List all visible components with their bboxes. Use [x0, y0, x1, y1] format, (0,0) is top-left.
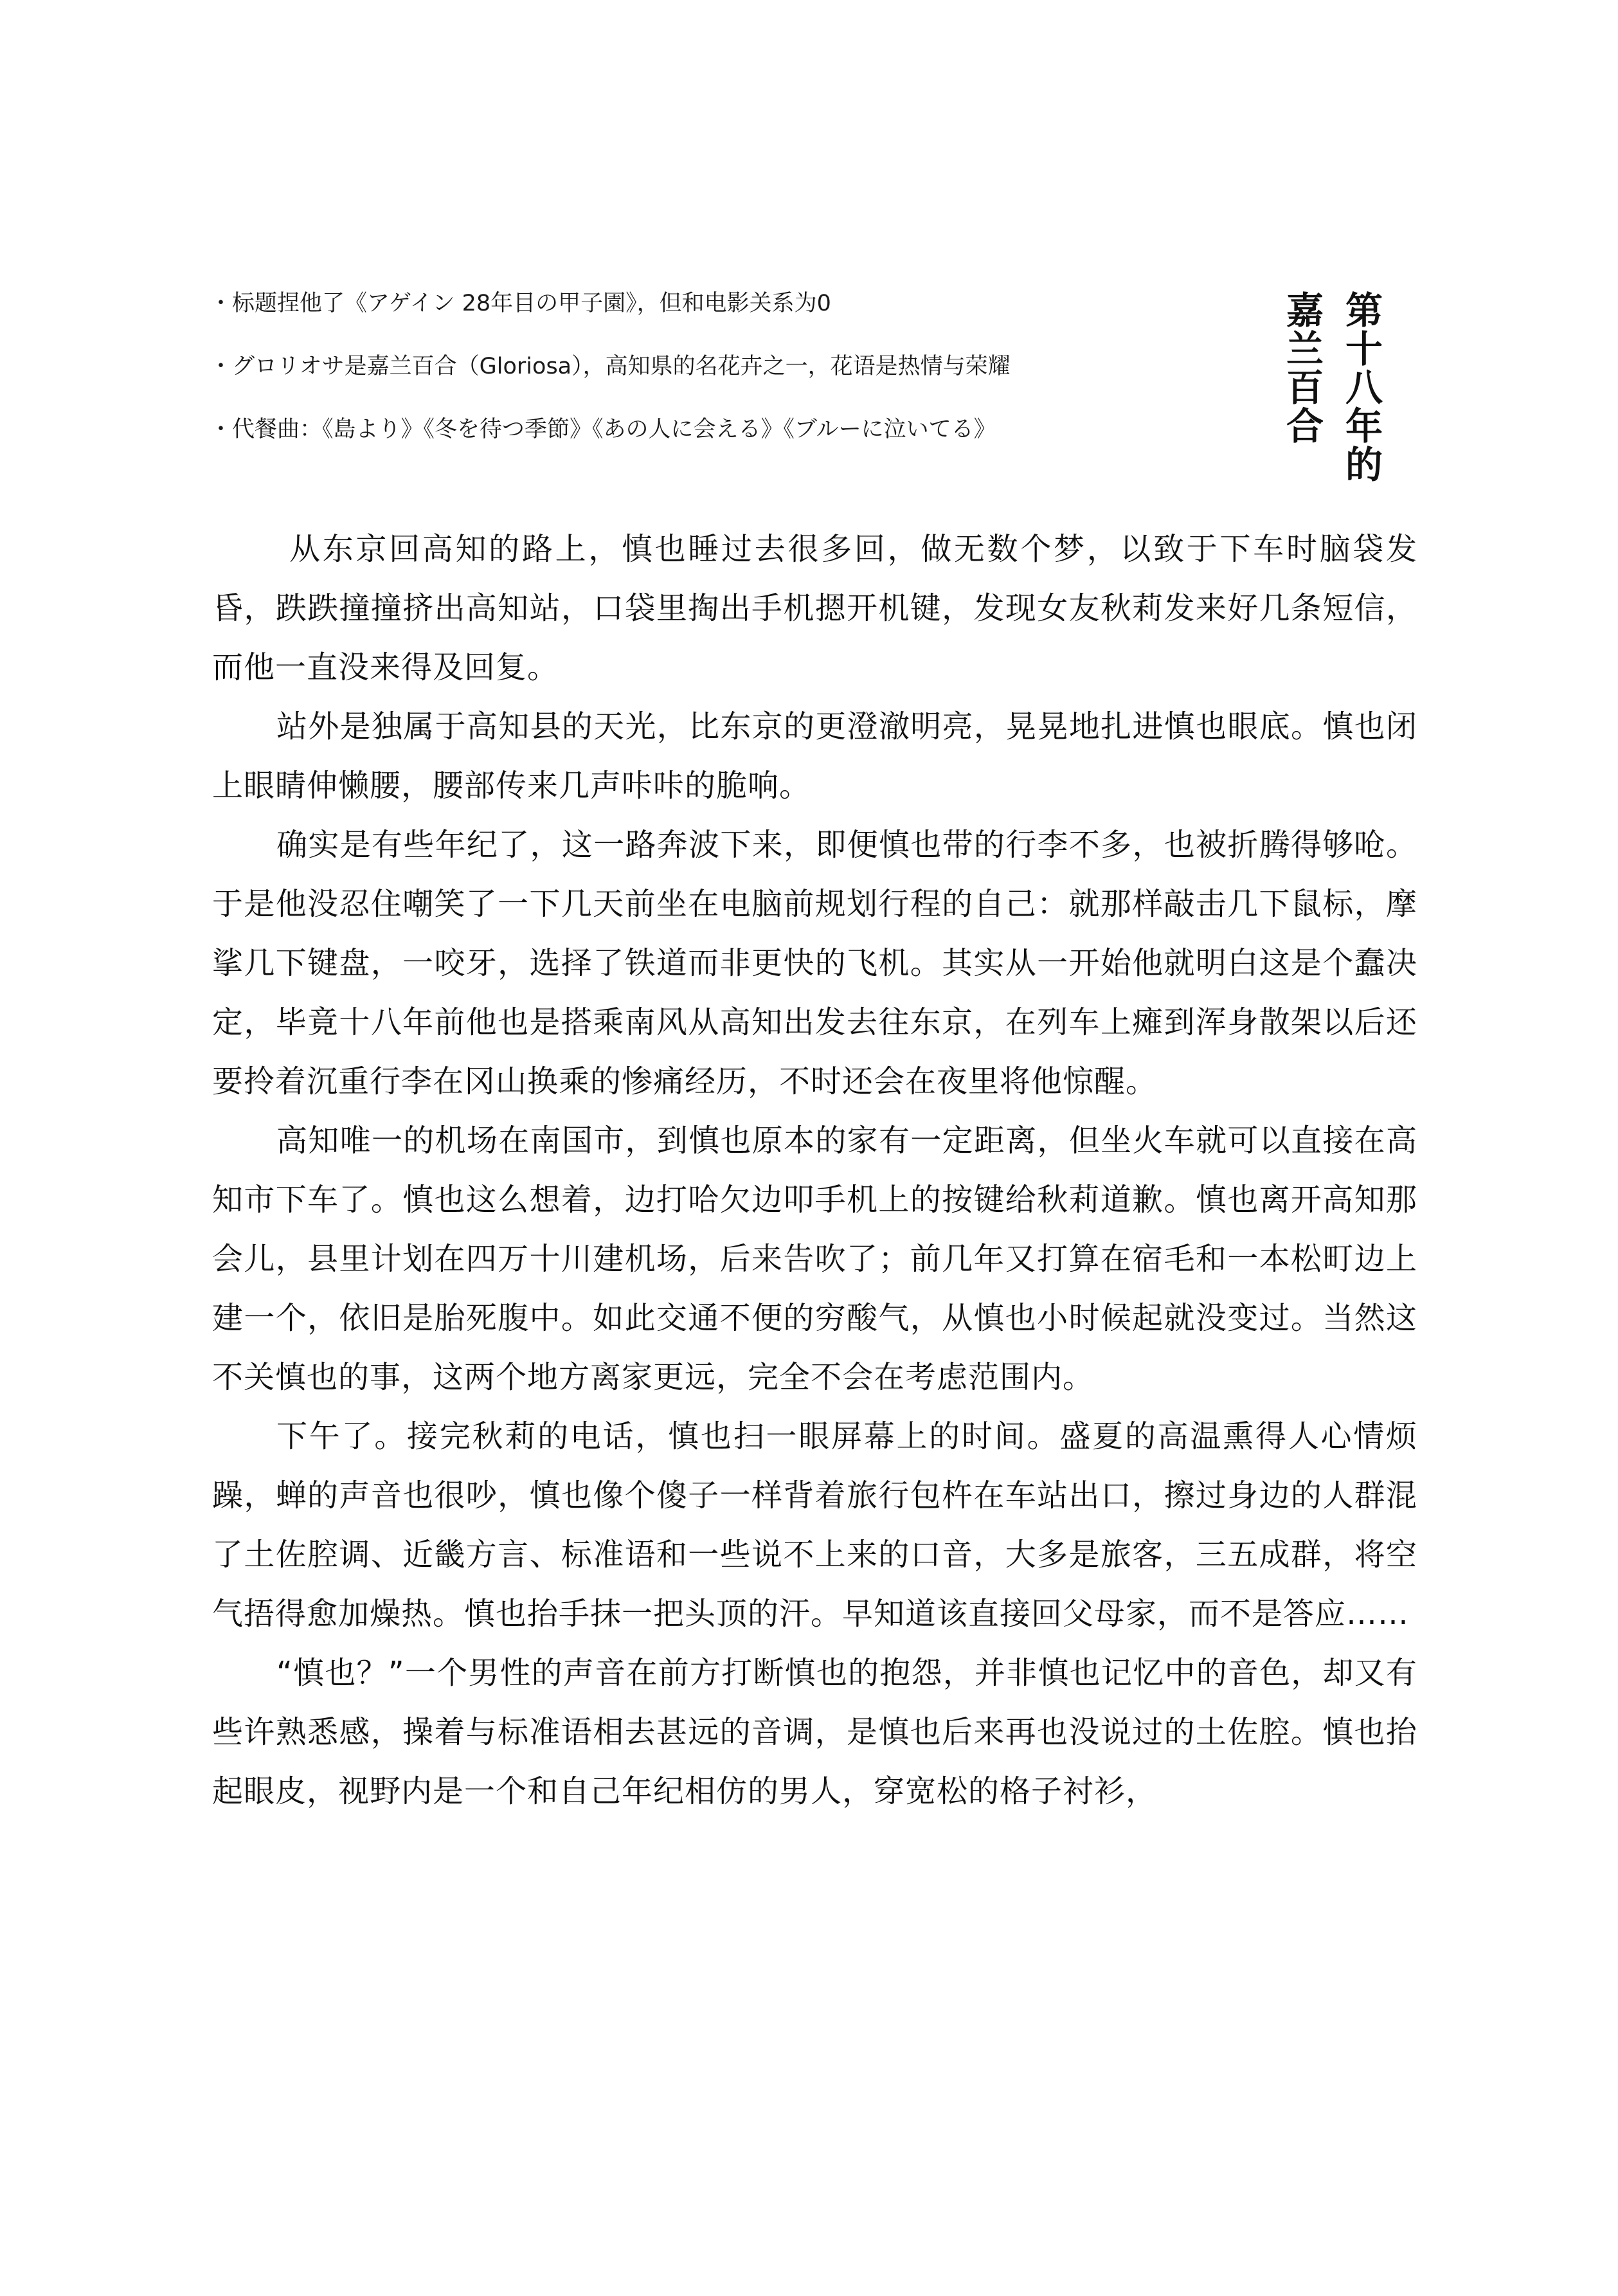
- title-line-1: 第十八年的: [1339, 291, 1383, 484]
- title-line-2: 嘉兰百合: [1280, 291, 1324, 445]
- paragraph: 从东京回高知的路上，慎也睡过去很多回，做无数个梦，以致于下车时脑袋发昏，跌跌撞撞挤出高知站，口袋里掏出手机摁开机键，发现女友秋莉发来好几条短信，而他一直没来得及回复。: [212, 531, 1417, 685]
- note-item: ・代餐曲：《島より》《冬を待つ季節》《あの人に会える》《ブルーに泣いてる》: [210, 417, 996, 442]
- paragraph: “慎也？”一个男性的声音在前方打断慎也的抱怨，并非慎也记忆中的音色，却又有些许熟悉感，操着与标准语相去甚远的音调，是慎也后来再也没说过的土佐腔。慎也抬起眼皮，视野内是一个和自己年纪相仿的男人，穿宽松的格子衬衫，: [212, 1655, 1417, 1809]
- note-item: ・グロリオサ是嘉兰百合（Gloriosa），高知県的名花卉之一，花语是热情与荣耀: [210, 354, 1011, 379]
- note-item: ・标题捏他了《アゲイン 28年目の甲子園》，但和电影关系为0: [210, 291, 831, 316]
- paragraph: 确实是有些年纪了，这一路奔波下来，即便慎也带的行李不多，也被折腾得够呛。于是他没忍住嘲笑了一下几天前坐在电脑前规划行程的自己：就那样敲击几下鼠标，摩挲几下键盘，一咬牙，选择了铁道而非更快的飞机。其实从一开始他就明白这是个蠢决定，毕竟十八年前他也是搭乘南风从高知出发去往东京，在列车上瘫到浑身散架以后还要拎着沉重行李在冈山换乘的惨痛经历，不时还会在夜里将他惊醒。: [212, 827, 1417, 1099]
- paragraph: 高知唯一的机场在南国市，到慎也原本的家有一定距离，但坐火车就可以直接在高知市下车了。慎也这么想着，边打哈欠边叩手机上的按键给秋莉道歉。慎也离开高知那会儿，县里计划在四万十川建机场，后来告吹了；前几年又打算在宿毛和一本松町边上建一个，依旧是胎死腹中。如此交通不便的穷酸气，从慎也小时候起就没变过。当然这不关慎也的事，这两个地方离家更远，完全不会在考虑范围内。: [212, 1123, 1417, 1395]
- paragraph: 下午了。接完秋莉的电话，慎也扫一眼屏幕上的时间。盛夏的高温熏得人心情烦躁，蝉的声音也很吵，慎也像个傻子一样背着旅行包杵在车站出口，擦过身边的人群混了土佐腔调、近畿方言、标准语和一些说不上来的口音，大多是旅客，三五成群，将空气捂得愈加燥热。慎也抬手抹一把头顶的汗。早知道该直接回父母家，而不是答应……: [212, 1418, 1417, 1632]
- body-text: [212, 520, 1417, 1821]
- paragraph: 站外是独属于高知县的天光，比东京的更澄澈明亮，晃晃地扎进慎也眼底。慎也闭上眼睛伸懒腰，腰部传来几声咔咔的脆响。: [212, 709, 1417, 804]
- vertical-title: [1274, 291, 1390, 484]
- notes-list: [210, 288, 1238, 477]
